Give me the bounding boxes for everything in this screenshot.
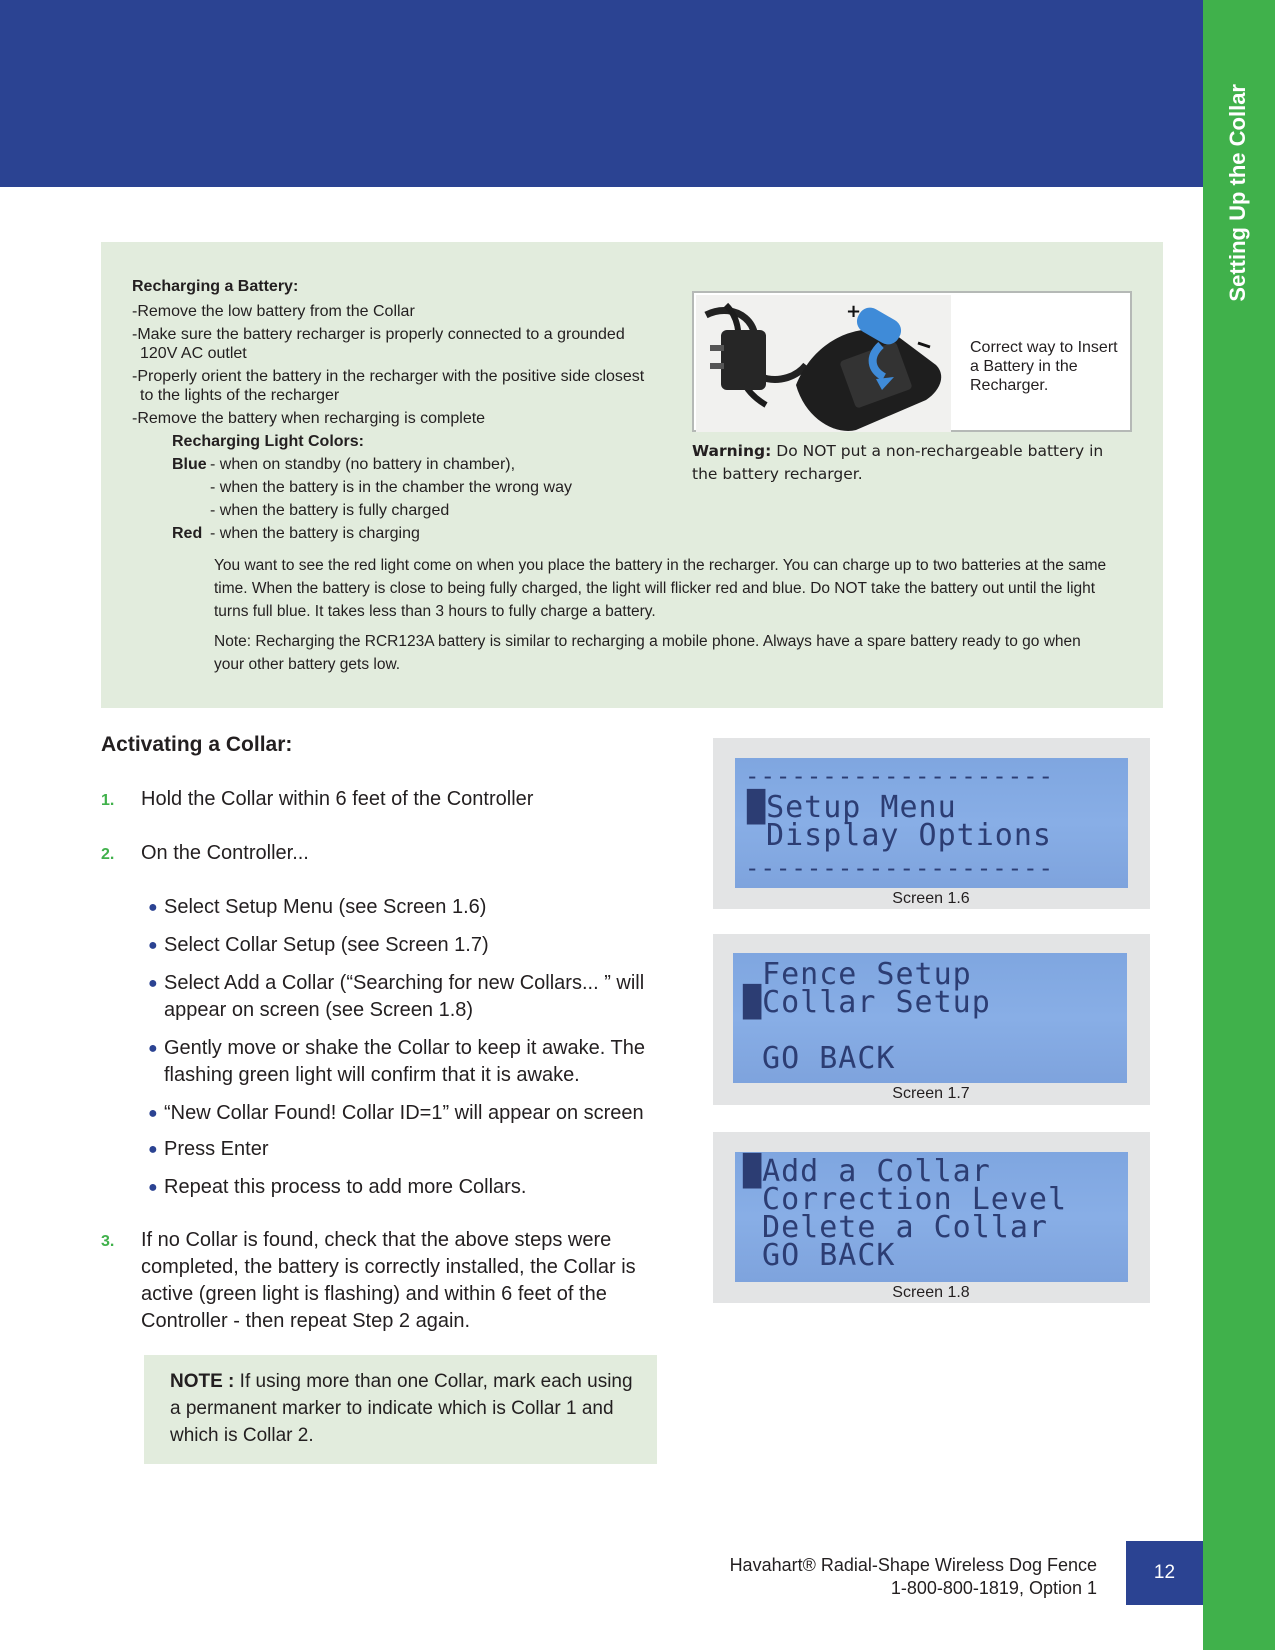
lcd-border: -------------------- (745, 854, 1054, 882)
list-item: ● Select Collar Setup (see Screen 1.7) (148, 932, 668, 959)
list-item: ● Gently move or shake the Collar to keep it awake. The flashing green light will confirm that it is awake. (148, 1037, 645, 1086)
note-body: If using more than one Collar, mark each using a permanent marker to indicate which is Collar 1 and which is Collar 2. (170, 1371, 633, 1446)
photo-caption: Correct way to Insert a Battery in the Recharger. (970, 339, 1118, 394)
lcd-line: Display Options (747, 818, 1052, 853)
section-title (1218, 84, 1258, 314)
bullet-icon: ● (148, 1040, 158, 1057)
step-text: Hold the Collar within 6 feet of the Controller (141, 788, 534, 810)
lcd-line: █Add a Collar (743, 1154, 991, 1189)
note-label: NOTE : (170, 1371, 235, 1392)
battery-recharger-image (696, 295, 951, 432)
light-colors-title: Recharging Light Colors: (172, 433, 364, 450)
bullet-icon: ● (148, 1105, 158, 1122)
list-item: ● Repeat this process to add more Collars. (148, 1174, 668, 1201)
recharging-step: 120V AC outlet (140, 345, 247, 362)
screen-caption: Screen 1.7 (892, 1085, 970, 1102)
recharging-step: -Make sure the battery recharger is properly connected to a grounded (132, 326, 625, 343)
lcd-line: GO BACK (743, 1041, 896, 1076)
svg-text:+: + (846, 301, 862, 322)
step-number: 1. (101, 792, 115, 809)
recharging-paragraph: You want to see the red light come on when you place the battery in the recharger. You can charge up to two batteries at the same time. When the battery is close to being fully charged, the light will flicker red and blue. Do NOT take the battery out until the light turns full blue. It takes less than 3 hours to fully charge a battery. (214, 557, 1107, 620)
header-band (0, 0, 1203, 187)
list-item: ● Select Setup Menu (see Screen 1.6) (148, 894, 668, 921)
bullet-icon: ● (148, 937, 158, 954)
step-number: 3. (101, 1233, 115, 1250)
warning-label: Warning: (692, 442, 772, 460)
screen-1-7-panel (713, 934, 1150, 1105)
recharging-step: -Remove the low battery from the Collar (132, 303, 415, 320)
blue-item: - when the battery is in the chamber the wrong way (210, 479, 572, 496)
recharging-note: Note: Recharging the RCR123A battery is similar to recharging a mobile phone. Always have a spare battery ready to go when your other battery gets low. (214, 633, 1081, 673)
screen-caption: Screen 1.8 (892, 1284, 970, 1301)
lcd-display (735, 1152, 1128, 1282)
recharging-step: to the lights of the recharger (140, 387, 340, 404)
bullet-icon: ● (148, 1179, 158, 1196)
recharging-step: -Remove the battery when recharging is complete (132, 410, 486, 427)
lcd-line: █Setup Menu (747, 790, 957, 825)
blue-label: Blue (172, 456, 207, 473)
footer-phone: 1-800-800-1819, Option 1 (890, 1578, 1097, 1598)
red-item: - when the battery is charging (210, 525, 420, 542)
bullet-icon: ● (148, 899, 158, 916)
screen-caption: Screen 1.6 (892, 890, 970, 907)
note-text (170, 1368, 640, 1449)
lcd-border: -------------------- (745, 762, 1054, 790)
blue-item: - when the battery is fully charged (210, 502, 450, 519)
screen-1-8-panel (713, 1132, 1150, 1303)
lcd-line: GO BACK (743, 1238, 896, 1273)
section-title-text: Setting Up the Collar (1225, 84, 1250, 302)
step-number: 2. (101, 846, 115, 863)
blue-item: - when on standby (no battery in chamber), (210, 456, 516, 473)
footer-product: Havahart® Radial-Shape Wireless Dog Fence (729, 1555, 1097, 1575)
activating-title: Activating a Collar: (101, 733, 293, 756)
list-item: ● Press Enter (148, 1136, 668, 1163)
lcd-display (733, 953, 1127, 1083)
lcd-line: Fence Setup (743, 957, 972, 992)
bullet-icon: ● (148, 1141, 158, 1158)
lcd-line: █Collar Setup (743, 985, 991, 1020)
recharging-step: -Properly orient the battery in the recharger with the positive side closest (132, 368, 645, 385)
list-item: ● “New Collar Found! Collar ID=1” will appear on screen (148, 1100, 668, 1127)
list-item: ● Select Add a Collar (“Searching for new Collars... ” will appear on screen (see Screen 1.8) (148, 972, 645, 1021)
lcd-display (735, 758, 1128, 888)
warning-text (692, 440, 1122, 486)
step-text: On the Controller... (141, 842, 309, 864)
red-label: Red (172, 525, 203, 542)
step-text: If no Collar is found, check that the above steps were completed, the battery is correctly installed, the Collar is active (green light is flashing) and within 6 feet of the Controller - then repeat Step 2 again. (141, 1229, 636, 1332)
page-number: 12 (1126, 1541, 1203, 1605)
screen-1-6-panel (713, 738, 1150, 909)
recharging-title: Recharging a Battery: (132, 278, 299, 295)
bullet-icon: ● (148, 975, 158, 992)
lcd-line: Delete a Collar (743, 1210, 1048, 1245)
lcd-line: Correction Level (743, 1182, 1068, 1217)
warning-body: Do NOT put a non-rechargeable battery in the battery recharger. (692, 442, 1104, 483)
